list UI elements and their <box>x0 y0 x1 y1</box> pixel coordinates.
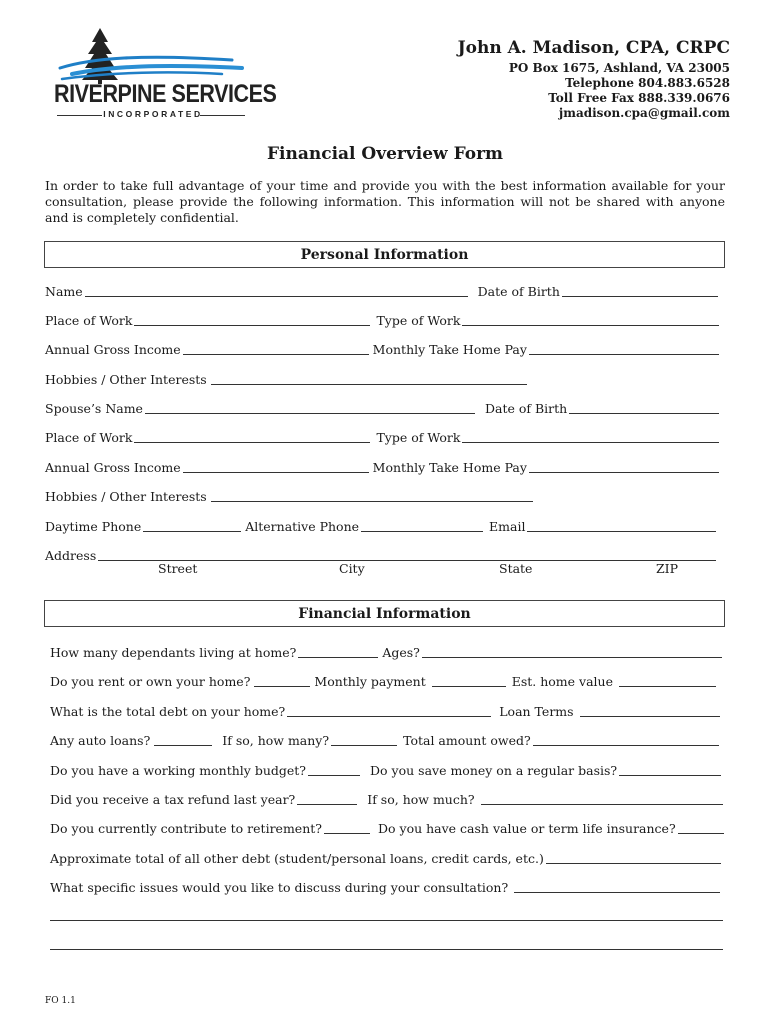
life-insurance-field[interactable] <box>678 821 724 834</box>
retirement-field[interactable] <box>324 821 370 834</box>
hobbies-row: Hobbies / Other Interests <box>45 369 529 387</box>
contact-email: jmadison.cpa@gmail.com <box>558 106 730 120</box>
monthly-pay-field[interactable] <box>529 342 719 355</box>
rent-own-field[interactable] <box>254 674 310 687</box>
contact-address: PO Box 1675, Ashland, VA 23005 <box>508 61 730 75</box>
other-debt-row: Approximate total of all other debt (student/personal loans, credit cards, etc.) <box>50 848 723 866</box>
tax-refund-row: Did you receive a tax refund last year? If so, how much? <box>50 789 725 807</box>
state-label: State <box>499 561 533 576</box>
dependants-row: How many dependants living at home? Ages? <box>50 642 724 660</box>
spouse-income-row: Annual Gross Income Monthly Take Home Pay <box>45 457 721 475</box>
issues-row: What specific issues would you like to discuss during your consultation? <box>50 877 722 895</box>
dob-field[interactable] <box>562 284 718 297</box>
home-debt-field[interactable] <box>287 704 491 717</box>
brand-subtitle: INCORPORATED <box>103 109 203 119</box>
river-waves-icon <box>60 57 242 79</box>
issues-field[interactable] <box>514 880 720 893</box>
annual-income-field[interactable] <box>183 342 369 355</box>
address-field[interactable] <box>98 548 716 561</box>
income-row: Annual Gross Income Monthly Take Home Pay <box>45 339 721 357</box>
daytime-phone-field[interactable] <box>143 519 241 532</box>
total-owed-field[interactable] <box>533 733 719 746</box>
phone-row: Daytime Phone Alternative Phone Email <box>45 516 718 534</box>
form-title: Financial Overview Form <box>266 144 504 164</box>
issues-line-3[interactable] <box>50 949 723 950</box>
ages-field[interactable] <box>422 645 722 658</box>
loan-terms-field[interactable] <box>580 704 720 717</box>
spouse-hobbies-row: Hobbies / Other Interests <box>45 486 535 504</box>
home-value-field[interactable] <box>619 674 716 687</box>
budget-field[interactable] <box>308 763 360 776</box>
spouse-place-of-work-field[interactable] <box>134 430 370 443</box>
type-of-work-field[interactable] <box>462 313 719 326</box>
spouse-hobbies-field[interactable] <box>211 489 533 502</box>
financial-section-heading: Financial Information <box>44 600 725 627</box>
dependants-field[interactable] <box>298 645 378 658</box>
spouse-dob-field[interactable] <box>569 401 719 414</box>
place-of-work-field[interactable] <box>134 313 370 326</box>
address-row: Address <box>45 545 718 563</box>
other-debt-field[interactable] <box>546 851 721 864</box>
auto-loans-count-field[interactable] <box>331 733 397 746</box>
form-code: FO 1.1 <box>45 996 76 1006</box>
email-field[interactable] <box>527 519 716 532</box>
tax-refund-amount-field[interactable] <box>481 792 723 805</box>
home-debt-row: What is the total debt on your home? Loan Terms <box>50 701 722 719</box>
auto-loans-row: Any auto loans? If so, how many? Total amount owed? <box>50 730 721 748</box>
budget-row: Do you have a working monthly budget? Do you save money on a regular basis? <box>50 760 723 778</box>
hobbies-field[interactable] <box>211 372 527 385</box>
issues-line-2[interactable] <box>50 920 723 921</box>
home-row: Do you rent or own your home? Monthly payment Est. home value <box>50 671 718 689</box>
work-row: Place of Work Type of Work <box>45 310 721 328</box>
save-money-field[interactable] <box>619 763 721 776</box>
personal-section-heading: Personal Information <box>44 241 725 268</box>
retirement-row: Do you currently contribute to retirement? Do you have cash value or term life insurance? <box>50 818 726 836</box>
spouse-name-field[interactable] <box>145 401 475 414</box>
contact-name: John A. Madison, CPA, CRPC <box>457 38 730 58</box>
city-label: City <box>339 561 365 576</box>
spouse-work-row: Place of Work Type of Work <box>45 427 721 445</box>
brand-name: RIVERPINE SERVICES <box>54 80 277 108</box>
spouse-type-of-work-field[interactable] <box>462 430 719 443</box>
zip-label: ZIP <box>656 561 679 576</box>
name-field[interactable] <box>85 284 468 297</box>
street-label: Street <box>158 561 198 576</box>
monthly-payment-field[interactable] <box>432 674 506 687</box>
alt-phone-field[interactable] <box>361 519 483 532</box>
name-row: Name Date of Birth <box>45 281 720 299</box>
auto-loans-field[interactable] <box>154 733 212 746</box>
contact-fax: Toll Free Fax 888.339.0676 <box>548 91 730 105</box>
tax-refund-field[interactable] <box>297 792 357 805</box>
form-intro: In order to take full advantage of your time and provide you with the best information available for your consultation, please provide the following information. This information will not be shared with anyone and is completely confidential. <box>45 178 725 225</box>
contact-telephone: Telephone 804.883.6528 <box>565 76 730 90</box>
spouse-annual-income-field[interactable] <box>183 460 369 473</box>
spouse-monthly-pay-field[interactable] <box>529 460 719 473</box>
spouse-row: Spouse’s Name Date of Birth <box>45 398 721 416</box>
